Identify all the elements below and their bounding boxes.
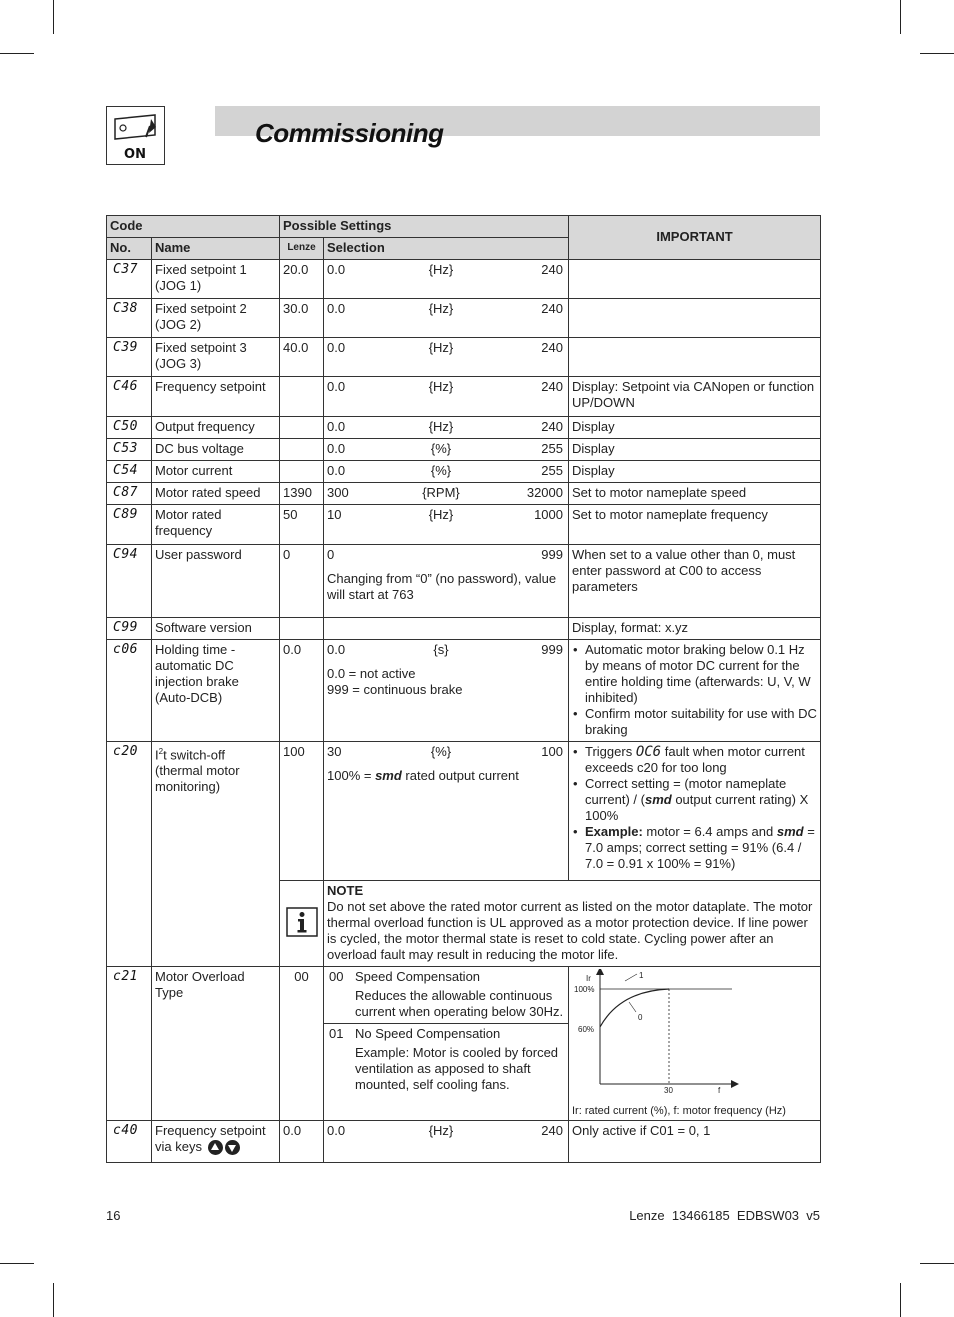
parameter-table <box>106 215 821 1163</box>
sel-min: 30 <box>327 744 342 759</box>
important: Display <box>569 461 821 483</box>
sel-min: 0.0 <box>327 1123 346 1138</box>
sel-min: 10 <box>327 507 342 522</box>
code-no: C54 <box>107 461 152 483</box>
code-no: C37 <box>107 260 152 299</box>
bullet-item: • Triggers OC6 fault when motor current exceeds c20 for too long <box>585 744 817 776</box>
sel-min: 0.0 <box>327 340 346 355</box>
selection <box>324 338 569 377</box>
header-lenze: Lenze <box>280 238 324 260</box>
lenze-default: 20.0 <box>280 260 324 299</box>
graph-tick-60: 60% <box>578 1025 595 1034</box>
sel-unit: {%} <box>430 744 452 759</box>
header-no: No. <box>107 238 152 260</box>
selection <box>324 967 569 1121</box>
sel-unit: {Hz} <box>428 379 454 394</box>
selection <box>324 742 569 881</box>
important: When set to a value other than 0, must enter password at C00 to access parameters <box>569 545 821 618</box>
sel-unit: {Hz} <box>428 1123 454 1138</box>
code-no: c20 <box>107 742 152 967</box>
crop-mark <box>900 1283 901 1317</box>
lenze-default: 100 <box>280 742 324 881</box>
sel-unit: {%} <box>430 441 452 456</box>
option-title: No Speed Compensation <box>355 1026 501 1041</box>
table-row <box>107 483 821 505</box>
sel-max: 240 <box>541 301 563 316</box>
lenze-default: 0.0 <box>280 1121 324 1163</box>
sel-unit: {Hz} <box>428 419 454 434</box>
header-important: IMPORTANT <box>569 216 821 260</box>
lenze-default: 1390 <box>280 483 324 505</box>
sel-max: 999 <box>541 642 563 657</box>
selection <box>324 377 569 417</box>
lenze-default <box>280 618 324 640</box>
sel-option: 999 = continuous brake <box>327 682 463 697</box>
up-key-icon <box>208 1140 223 1155</box>
important: Only active if C01 = 0, 1 <box>569 1121 821 1163</box>
param-name: Holding time - automatic DC injection brake (Auto-DCB) <box>152 640 280 742</box>
sel-max: 32000 <box>526 485 563 500</box>
selection <box>324 618 569 640</box>
sel-unit: {RPM} <box>422 485 460 500</box>
lenze-default: 30.0 <box>280 299 324 338</box>
important: Display: Setpoint via CANopen or function UP/DOWN <box>569 377 821 417</box>
important <box>569 967 821 1121</box>
name-part: I <box>155 747 159 763</box>
sel-max: 240 <box>541 419 563 434</box>
param-name <box>152 742 280 967</box>
table-row <box>107 967 821 1121</box>
overload-graph <box>572 969 817 1099</box>
sel-max: 255 <box>541 463 563 478</box>
important: Display <box>569 439 821 461</box>
important <box>569 640 821 742</box>
code-no: C89 <box>107 505 152 545</box>
sel-note: Changing from “0” (no password), value will start at 763 <box>327 571 557 602</box>
param-name: Motor rated speed <box>152 483 280 505</box>
graph-curve-label-0: 0 <box>638 1013 643 1022</box>
table-row <box>107 338 821 377</box>
code-no: C87 <box>107 483 152 505</box>
param-name: Frequency setpoint <box>152 377 280 417</box>
table-row <box>107 640 821 742</box>
sel-min: 0.0 <box>327 463 346 478</box>
sel-note: 100% = smd rated output current <box>327 768 519 783</box>
table-row <box>107 299 821 338</box>
header-selection: Selection <box>324 238 569 260</box>
note-title: NOTE <box>327 883 364 898</box>
table-row <box>107 742 821 881</box>
sel-min: 0.0 <box>327 262 346 277</box>
option-01 <box>324 1024 568 1096</box>
sel-max: 100 <box>541 744 563 759</box>
selection <box>324 461 569 483</box>
selection <box>324 545 569 618</box>
param-name: Motor current <box>152 461 280 483</box>
lenze-default: 40.0 <box>280 338 324 377</box>
graph-tick-100: 100% <box>574 985 595 994</box>
option-title: Speed Compensation <box>355 969 481 984</box>
lenze-default: 00 <box>280 967 324 1121</box>
important <box>569 742 821 881</box>
param-name: Motor Overload Type <box>152 967 280 1121</box>
sel-unit: {Hz} <box>428 262 454 277</box>
page-title: Commissioning <box>255 118 444 148</box>
crop-mark <box>920 1263 954 1264</box>
graph-y-label: Ir <box>586 974 591 983</box>
param-name: Output frequency <box>152 417 280 439</box>
sel-max: 240 <box>541 379 563 394</box>
param-name: Fixed setpoint 2 (JOG 2) <box>152 299 280 338</box>
table-row <box>107 1121 821 1163</box>
important <box>569 299 821 338</box>
crop-mark <box>53 0 54 34</box>
option-00 <box>324 967 568 1024</box>
table-row <box>107 377 821 417</box>
important <box>569 338 821 377</box>
sel-max: 240 <box>541 262 563 277</box>
sel-unit: {Hz} <box>428 301 454 316</box>
option-number: 01 <box>329 1026 344 1041</box>
note-text: Do not set above the rated motor current as listed on the motor dataplate. The motor thermal overload function is UL approved as a motor protection device. If line power is cycled, the motor thermal state is reset to cold state. Cycling power after an overload fault may result in reducing the motor life. <box>327 899 813 962</box>
important <box>569 260 821 299</box>
param-name: Fixed setpoint 1 (JOG 1) <box>152 260 280 299</box>
important: Display <box>569 417 821 439</box>
lenze-default <box>280 461 324 483</box>
table-row <box>107 439 821 461</box>
table-row <box>107 545 821 618</box>
lenze-default: 50 <box>280 505 324 545</box>
selection <box>324 417 569 439</box>
param-name <box>152 1121 280 1163</box>
info-icon-cell <box>280 881 324 967</box>
code-no: C99 <box>107 618 152 640</box>
selection <box>324 505 569 545</box>
crop-mark <box>53 1283 54 1317</box>
param-name: Software version <box>152 618 280 640</box>
table-row <box>107 505 821 545</box>
crop-mark <box>920 53 954 54</box>
graph-tick-30: 30 <box>664 1086 673 1095</box>
name-part: t switch-off (thermal motor monitoring) <box>155 747 240 795</box>
param-name: Motor rated frequency <box>152 505 280 545</box>
lenze-default: 0 <box>280 545 324 618</box>
header-name: Name <box>152 238 280 260</box>
sel-min: 0.0 <box>327 379 346 394</box>
crop-mark <box>0 53 34 54</box>
code-no: c40 <box>107 1121 152 1163</box>
table-row <box>107 260 821 299</box>
sel-max: 240 <box>541 1123 563 1138</box>
sel-min: 0 <box>327 547 335 562</box>
table-row <box>107 461 821 483</box>
down-key-icon <box>225 1140 240 1155</box>
sel-max: 240 <box>541 340 563 355</box>
doc-id: Lenze 13466185 EDBSW03 v5 <box>629 1208 820 1223</box>
selection <box>324 439 569 461</box>
fault-code: OC6 <box>635 744 662 760</box>
header-possible-settings: Possible Settings <box>280 216 569 238</box>
bullet-item: • Automatic motor braking below 0.1 Hz by means of motor DC current for the entire holding time (afterwards: U, V, W inhibited) <box>585 642 817 706</box>
option-desc: Example: Motor is cooled by forced ventilation as apposed to shaft mounted, self cooling fans. <box>355 1045 559 1092</box>
lenze-default <box>280 417 324 439</box>
lenze-default <box>280 439 324 461</box>
important: Set to motor nameplate speed <box>569 483 821 505</box>
sel-option: 0.0 = not active <box>327 666 416 681</box>
info-icon <box>286 907 318 937</box>
option-number: 00 <box>329 969 344 984</box>
bullet-item: • Example: motor = 6.4 amps and smd = 7.0 amps; correct setting = 91% (6.4 / 7.0 = 0.91 x 100% = 91%) <box>585 824 817 872</box>
table-row <box>107 417 821 439</box>
code-no: C94 <box>107 545 152 618</box>
sel-unit: {s} <box>433 642 449 657</box>
power-switch-icon <box>106 106 165 165</box>
code-no: C39 <box>107 338 152 377</box>
note <box>324 881 821 967</box>
important: Display, format: x.yz <box>569 618 821 640</box>
sel-max: 1000 <box>534 507 563 522</box>
code-no: c06 <box>107 640 152 742</box>
selection <box>324 640 569 742</box>
sel-min: 0.0 <box>327 642 346 657</box>
bullet-item: • Correct setting = (motor nameplate current) / (smd output current rating) X 100% <box>585 776 817 824</box>
sel-min: 300 <box>327 485 349 500</box>
crop-mark <box>0 1263 34 1264</box>
code-no: C46 <box>107 377 152 417</box>
lenze-default <box>280 377 324 417</box>
sel-min: 0.0 <box>327 419 346 434</box>
curve-0 <box>600 989 669 1027</box>
crop-mark <box>900 0 901 34</box>
page-number: 16 <box>106 1208 121 1223</box>
selection <box>324 483 569 505</box>
graph-curve-label-1: 1 <box>639 971 644 980</box>
sel-unit: {Hz} <box>428 340 454 355</box>
header-code: Code <box>107 216 280 238</box>
sel-max: 999 <box>541 547 563 562</box>
bullet-item: • Confirm motor suitability for use with DC braking <box>585 706 817 738</box>
option-desc: Reduces the allowable continuous current when operating below 30Hz. <box>355 988 564 1019</box>
selection <box>324 1121 569 1163</box>
selection <box>324 260 569 299</box>
code-no: C53 <box>107 439 152 461</box>
sel-unit: {%} <box>430 463 452 478</box>
sel-min: 0.0 <box>327 301 346 316</box>
table-row <box>107 618 821 640</box>
param-name: DC bus voltage <box>152 439 280 461</box>
sel-min: 0.0 <box>327 441 346 456</box>
graph-caption: Ir: rated current (%), f: motor frequency (Hz) <box>572 1105 786 1117</box>
graph-x-label: f <box>718 1086 721 1095</box>
code-no: C50 <box>107 417 152 439</box>
on-label: ON <box>124 147 146 162</box>
param-name: User password <box>152 545 280 618</box>
important: Set to motor nameplate frequency <box>569 505 821 545</box>
sel-max: 255 <box>541 441 563 456</box>
lenze-default: 0.0 <box>280 640 324 742</box>
name-text: Frequency setpoint via keys <box>155 1123 266 1154</box>
name-sup: 2 <box>158 747 164 756</box>
code-no: c21 <box>107 967 152 1121</box>
selection <box>324 299 569 338</box>
code-no: C38 <box>107 299 152 338</box>
param-name: Fixed setpoint 3 (JOG 3) <box>152 338 280 377</box>
sel-unit: {Hz} <box>428 507 454 522</box>
